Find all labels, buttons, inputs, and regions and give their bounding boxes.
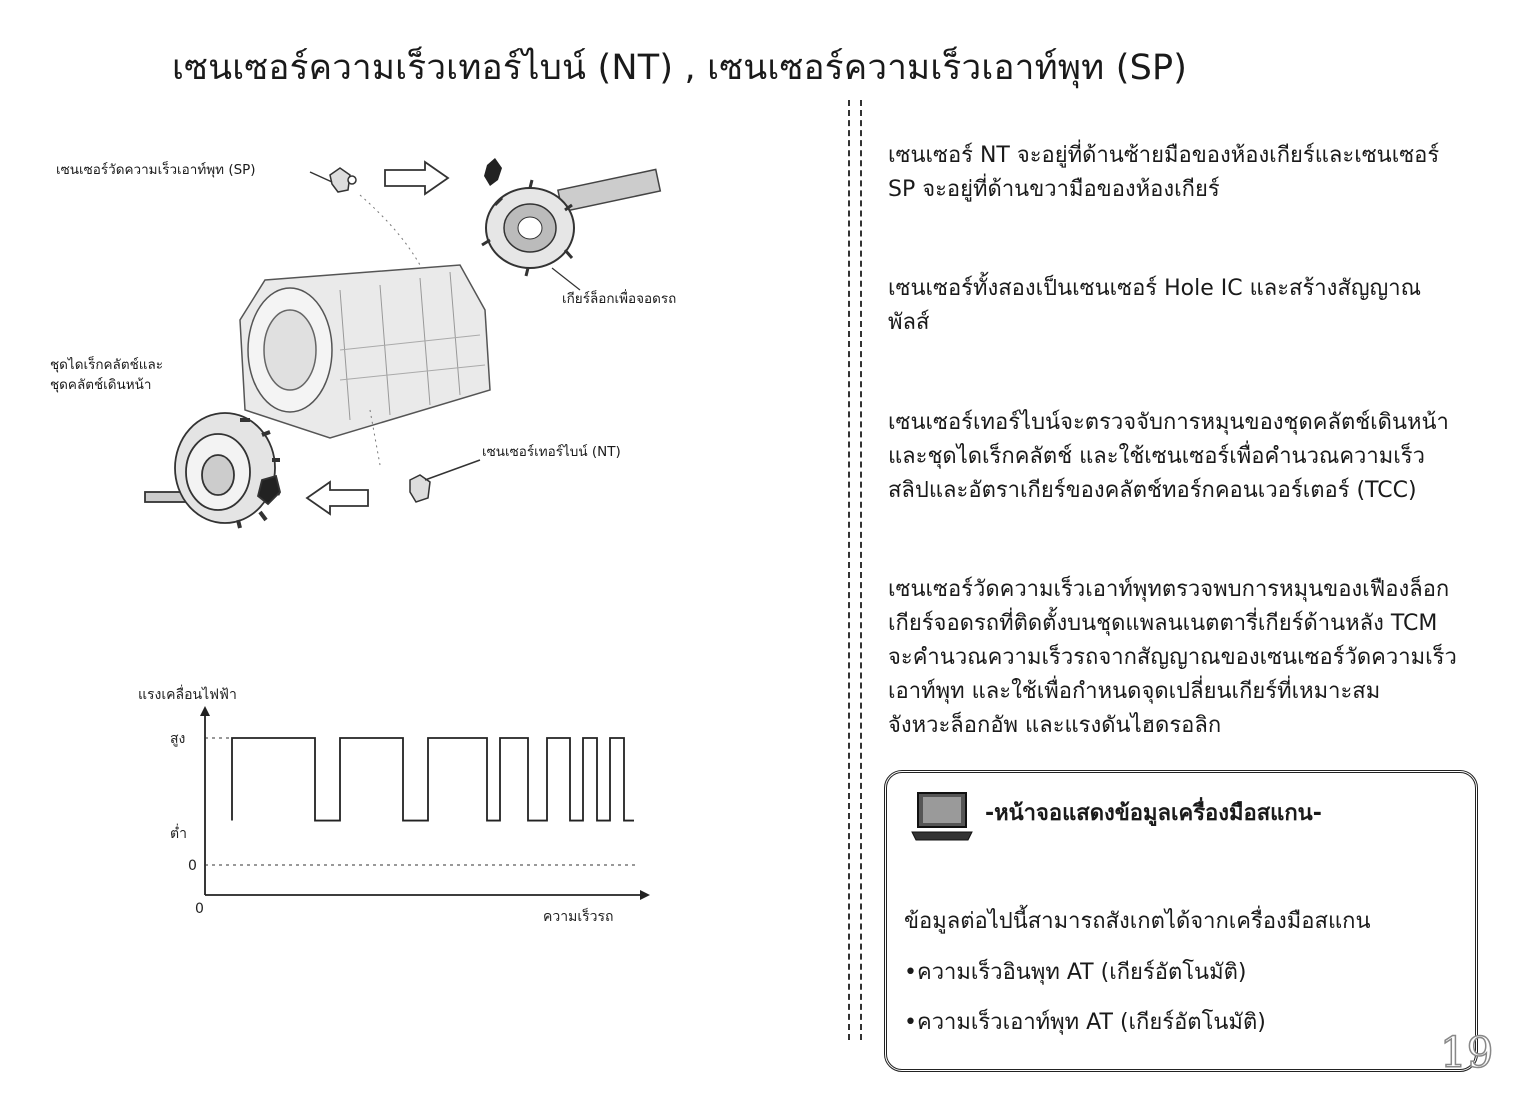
pulse-chart — [130, 680, 670, 940]
transmission-diagram — [40, 120, 720, 560]
paragraph-4-line: เซนเซอร์วัดความเร็วเอาท์พุทตรวจพบการหมุนของเฟืองล็อก — [888, 577, 1450, 602]
nt-sensor-icon — [410, 460, 480, 502]
paragraph-4-line: เอาท์พุท และใช้เพื่อกำหนดจุดเปลี่ยนเกียร์ที่เหมาะสม — [888, 679, 1381, 704]
sp-sensor-dark-icon — [484, 158, 502, 186]
y-label-high: สูง — [170, 731, 186, 747]
paragraph-4-line: จังหวะล็อกอัพ และแรงดันไฮดรอลิก — [888, 713, 1222, 738]
pulse-waveform — [232, 738, 634, 821]
label-nt-sensor: เซนเซอร์เทอร์ไบน์ (NT) — [482, 444, 621, 460]
scan-tool-title: -หน้าจอแสดงข้อมูลเครื่องมือสแกน- — [985, 801, 1322, 826]
paragraph-1 — [888, 139, 1488, 207]
paragraph-3 — [888, 406, 1488, 508]
chart-xlabel: ความเร็วรถ — [543, 909, 614, 925]
parking-gear-icon — [482, 169, 660, 276]
column-divider — [848, 100, 862, 1040]
paragraph-4 — [888, 573, 1488, 743]
paragraph-3-line: เซนเซอร์เทอร์ไบน์จะตรวจจับการหมุนของชุดคลัตช์เดินหน้า — [888, 410, 1449, 435]
transmission-case-icon — [240, 265, 490, 438]
label-sp-sensor: เซนเซอร์วัดความเร็วเอาท์พุท (SP) — [56, 162, 256, 178]
sp-sensor-icon — [310, 168, 356, 192]
x-origin-label: 0 — [195, 901, 204, 917]
y-label-low: ต่ำ — [170, 826, 187, 842]
label-clutch-line2: ชุดคลัตช์เดินหน้า — [50, 377, 152, 393]
clutch-drum-icon — [145, 413, 280, 528]
paragraph-3-line: สลิปและอัตราเกียร์ของคลัตช์ทอร์กคอนเวอร์เตอร์ (TCC) — [888, 478, 1417, 503]
paragraph-2-line: พัลส์ — [888, 310, 930, 335]
page-title: เซนเซอร์ความเร็วเทอร์ไบน์ (NT) , เซนเซอร์ความเร็วเอาท์พุท (SP) — [172, 48, 1188, 88]
scan-tool-intro: ข้อมูลต่อไปนี้สามารถสังเกตได้จากเครื่องมือสแกน — [904, 909, 1371, 934]
paragraph-3-line: และชุดไดเร็กคลัตช์ และใช้เซนเซอร์เพื่อคำนวณความเร็ว — [888, 444, 1425, 469]
paragraph-4-line: เกียร์จอดรถที่ติดตั้งบนชุดแพลนเนตตารี่เกียร์ด้านหลัง TCM — [888, 611, 1438, 636]
y-axis-arrow-icon — [200, 706, 210, 716]
paragraph-2 — [888, 272, 1488, 340]
y-label-zero: 0 — [188, 858, 197, 874]
label-clutch-line1: ชุดไดเร็กคลัตช์และ — [50, 357, 163, 373]
laptop-icon — [910, 790, 976, 846]
scan-tool-item: •ความเร็วอินพุท AT (เกียร์อัตโนมัติ) — [904, 960, 1247, 985]
paragraph-4-line: จะคำนวณความเร็วรถจากสัญญาณของเซนเซอร์วัดความเร็ว — [888, 645, 1457, 670]
paragraph-1-line: SP จะอยู่ที่ด้านขวามือของห้องเกียร์ — [888, 177, 1220, 202]
paragraph-2-line: เซนเซอร์ทั้งสองเป็นเซนเซอร์ Hole IC และสร้างสัญญาณ — [888, 276, 1422, 301]
label-parking-gear: เกียร์ล็อกเพื่อจอดรถ — [562, 291, 677, 307]
arrow-left-icon — [307, 482, 368, 514]
paragraph-1-line: เซนเซอร์ NT จะอยู่ที่ด้านซ้ายมือของห้องเกียร์และเซนเซอร์ — [888, 143, 1440, 168]
x-axis-arrow-icon — [640, 890, 650, 900]
page-number: 19 — [1440, 1028, 1494, 1077]
chart-ylabel: แรงเคลื่อนไฟฟ้า — [138, 687, 237, 703]
arrow-right-icon — [385, 162, 448, 194]
scan-tool-item: •ความเร็วเอาท์พุท AT (เกียร์อัตโนมัติ) — [904, 1010, 1266, 1035]
